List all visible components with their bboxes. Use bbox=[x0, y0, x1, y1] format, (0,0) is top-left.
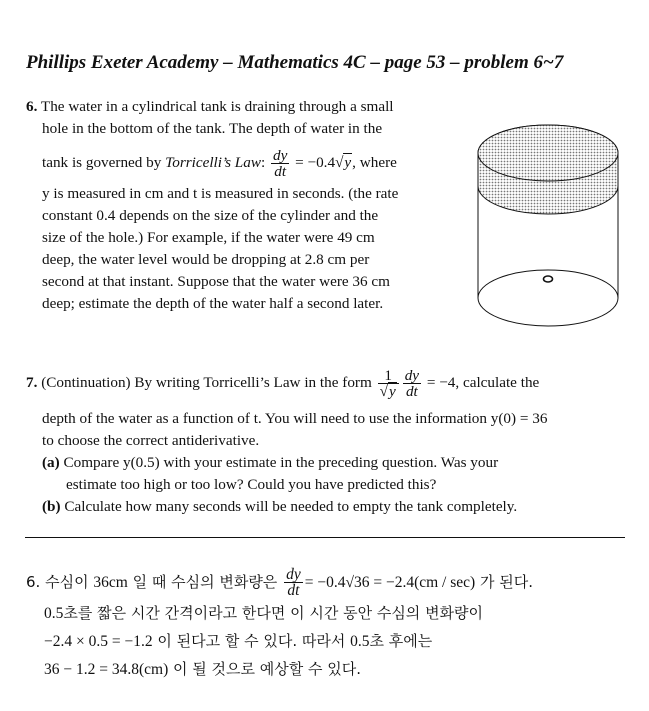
problem-6-line-2: hole in the bottom of the tank. The depth of water in the bbox=[42, 120, 383, 137]
drain-hole bbox=[544, 276, 553, 282]
fraction-numerator: dy bbox=[286, 566, 301, 583]
solution-text-3d: 초 후에는 bbox=[369, 632, 433, 650]
problem-6-line-3: tank is governed by Torricelli’s Law: $\frac{dy}{dt}$ = −0.4√y, where bbox=[42, 147, 397, 180]
sqrt-argument: y bbox=[344, 153, 352, 171]
problem-6-line-4: y is measured in cm and t is measured in seconds. (the rate bbox=[42, 185, 399, 202]
problem-7-text-1b: , calculate the bbox=[455, 373, 540, 391]
problem-7-line-2: depth of the water as a function of t. You will need to use the information y(0) = 36 bbox=[42, 410, 548, 427]
solution-line-3 bbox=[44, 630, 432, 653]
problem-6-text-3: tank is governed by bbox=[42, 153, 166, 171]
solution-value-depth: 36cm bbox=[93, 574, 128, 591]
solution-line-2 bbox=[44, 602, 483, 625]
problem-7-part-a-line-2: estimate too high or too low? Could you have predicted this? bbox=[66, 476, 437, 493]
colon: : bbox=[260, 153, 266, 171]
problem-6-number: 6. bbox=[26, 98, 38, 115]
problem-6-text-3b: , where bbox=[352, 153, 397, 171]
part-a-text-1: Compare y(0.5) with your estimate in the preceding question. Was your bbox=[63, 454, 499, 471]
problem-6-line-6: size of the hole.) For example, if the water were 49 cm bbox=[42, 229, 375, 246]
fraction-denominator: dt bbox=[287, 582, 300, 599]
fraction-denominator: dt bbox=[274, 163, 287, 180]
solution-number: 6. bbox=[26, 573, 41, 591]
solution-line-1 bbox=[26, 567, 533, 598]
fraction-numerator: 1 bbox=[378, 368, 399, 384]
part-a-label: (a) bbox=[42, 454, 60, 471]
cylinder-tank-illustration bbox=[470, 118, 626, 334]
part-b-text-1: Calculate how many seconds will be needed to empty the tank completely. bbox=[64, 498, 518, 515]
problem-7-line-1 bbox=[26, 368, 539, 399]
problem-7-number: 7. bbox=[26, 373, 38, 391]
solution-text-4b: 이 될 것으로 예상할 수 있다. bbox=[173, 660, 362, 678]
solution-equation-1: = −0.4√36 = −2.4(cm / sec) bbox=[304, 574, 476, 591]
section-divider bbox=[25, 537, 625, 538]
problem-6-line-5: constant 0.4 depends on the size of the cylinder and the bbox=[42, 207, 379, 224]
equation-rhs: = −0.4 bbox=[291, 153, 336, 171]
solution-text-2: 초를 짧은 시간 간격이라고 한다면 이 시간 동안 수심의 변화량이 bbox=[63, 604, 484, 622]
solution-text-1a: 수심이 bbox=[45, 573, 89, 591]
fraction-numerator: dy bbox=[273, 147, 288, 164]
problem-7-part-b bbox=[42, 496, 517, 518]
solution-text-3b: 이 된다고 할 수 있다. 따라서 bbox=[157, 632, 346, 650]
problem-7-text-1: (Continuation) By writing Torricelli’s Law in the form bbox=[41, 373, 372, 391]
problem-6-line-9: deep; estimate the depth of the water half a second later. bbox=[42, 295, 384, 312]
problem-7-line-3: to choose the correct antiderivative. bbox=[42, 432, 260, 449]
dy-dt-fraction bbox=[271, 148, 289, 179]
solution-text-1c: 일 때 수심의 변화량은 bbox=[132, 573, 278, 591]
problem-7-part-a bbox=[42, 452, 498, 474]
problem-6-line-1 bbox=[26, 96, 394, 118]
problem-6-line-7: deep, the water level would be dropping at 2.8 cm per bbox=[42, 251, 370, 268]
fraction-denominator: dt bbox=[405, 383, 418, 400]
fraction-numerator: dy bbox=[404, 367, 420, 384]
solution-value-half-second-2: 0.5 bbox=[350, 633, 370, 650]
solution-equation-2: −2.4 × 0.5 = −1.2 bbox=[44, 633, 153, 650]
solution-value-half-second: 0.5 bbox=[44, 605, 64, 622]
one-over-sqrt-y-fraction: $\frac{1}{√y}$ bbox=[378, 368, 399, 399]
water-surface bbox=[478, 125, 618, 181]
solution-dy-dt-fraction bbox=[284, 567, 303, 598]
solution-line-4 bbox=[44, 658, 361, 681]
part-b-label: (b) bbox=[42, 498, 61, 515]
dy-dt-fraction bbox=[403, 368, 421, 399]
law-name: Torricelli’s Law bbox=[165, 153, 261, 171]
sqrt-argument: y bbox=[388, 383, 396, 400]
problem-6-line-8: second at that instant. Suppose that the water were 36 cm bbox=[42, 273, 390, 290]
equation-rhs: = −4 bbox=[423, 373, 456, 391]
page-title: Phillips Exeter Academy – Mathematics 4C – page 53 – problem 6~7 bbox=[26, 52, 564, 73]
solution-equation-3: 36 − 1.2 = 34.8(cm) bbox=[44, 661, 169, 678]
solution-text-1e: 가 된다. bbox=[479, 573, 533, 591]
problem-6-text-1: The water in a cylindrical tank is draining through a small bbox=[40, 98, 394, 115]
